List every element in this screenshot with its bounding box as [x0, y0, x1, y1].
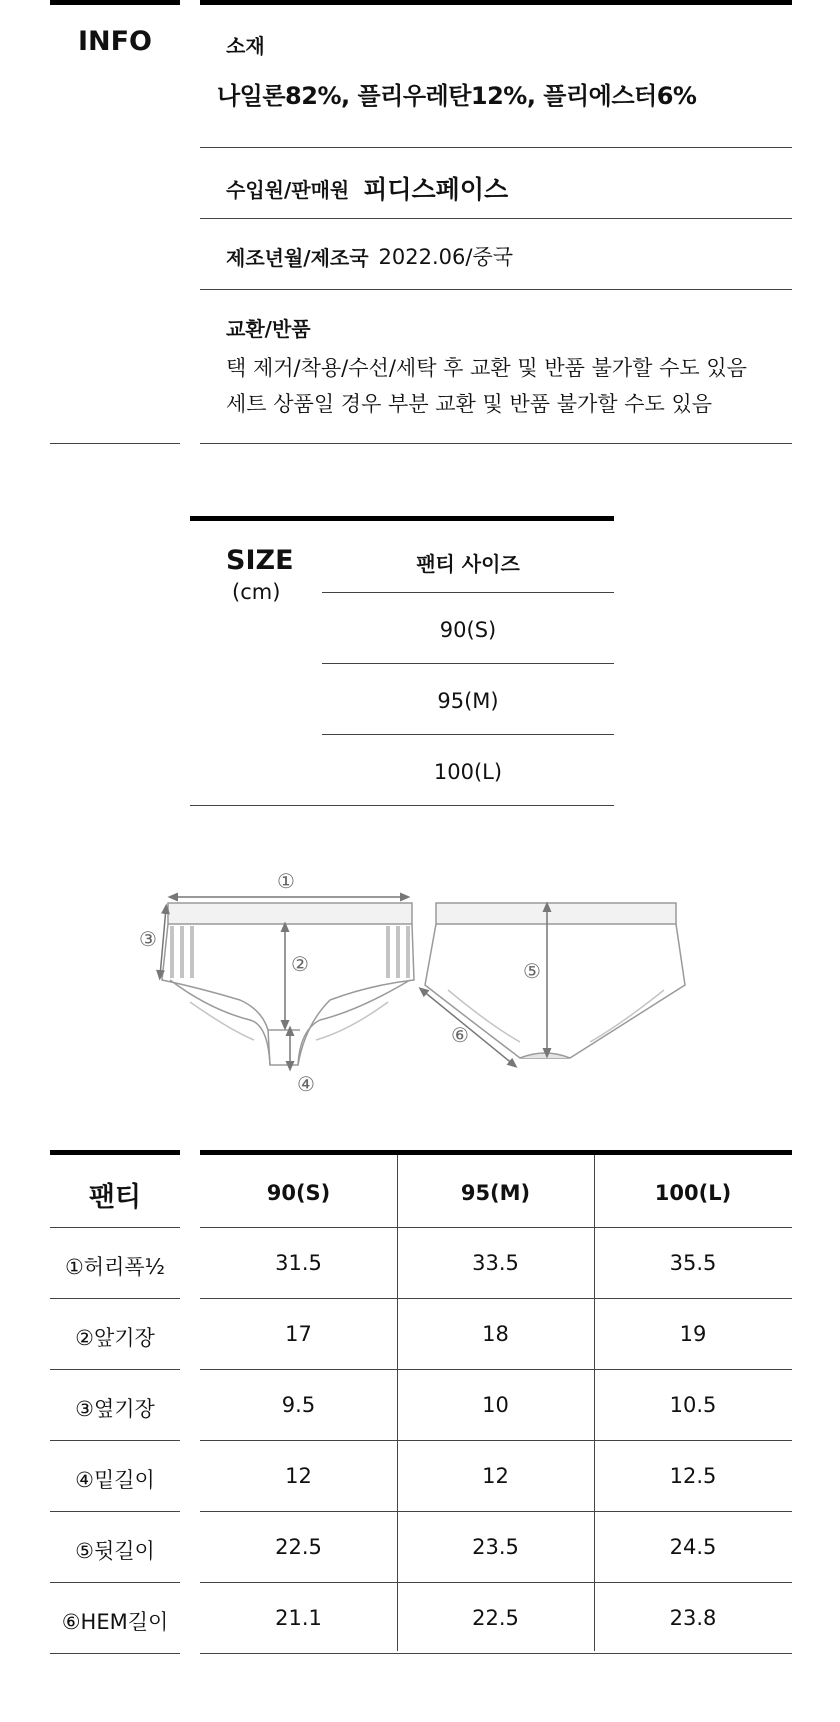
info-bottom-rule-right — [200, 443, 792, 444]
table-cell: 22.5 — [275, 1535, 322, 1559]
size-unit: (cm) — [232, 580, 281, 604]
table-row-rule — [200, 1298, 792, 1299]
info-divider — [200, 218, 792, 219]
table-row-rule — [200, 1227, 792, 1228]
marker-6: ⑥ — [451, 1023, 469, 1047]
size-divider — [322, 734, 614, 735]
table-row-rule — [50, 1369, 180, 1370]
table-cell: 21.1 — [275, 1606, 322, 1630]
table-bottom-rule — [200, 1653, 792, 1654]
table-cell: 12.5 — [669, 1464, 717, 1488]
table-row-rule — [50, 1582, 180, 1583]
table-col-header: 90(S) — [266, 1181, 331, 1205]
table-corner: 팬티 — [88, 1182, 142, 1213]
table-row-label: ⑤뒷길이 — [75, 1539, 155, 1563]
table-row-rule — [200, 1369, 792, 1370]
garment-diagram — [0, 860, 840, 1100]
size-cell: 100(L) — [433, 760, 503, 784]
table-cell: 22.5 — [472, 1606, 519, 1630]
info-divider — [200, 147, 792, 148]
marker-5: ⑤ — [523, 959, 541, 983]
size-top-rule — [190, 516, 614, 521]
exchange-line: 택 제거/착용/수선/세탁 후 교환 및 반품 불가할 수도 있음 — [226, 356, 747, 380]
table-row-label: ④밑길이 — [75, 1468, 155, 1492]
table-row-rule — [50, 1440, 180, 1441]
info-heading: INFO — [77, 26, 153, 57]
info-top-rule-right — [200, 0, 792, 5]
material-value: 나일론82%, 플리우레탄12%, 플리에스터6% — [217, 82, 697, 110]
table-cell: 10 — [482, 1393, 509, 1417]
table-cell: 35.5 — [669, 1251, 717, 1275]
table-bottom-rule — [50, 1653, 180, 1654]
info-divider — [200, 289, 792, 290]
table-top-rule-right — [200, 1150, 792, 1155]
table-row-rule — [200, 1582, 792, 1583]
marker-2: ② — [291, 952, 309, 976]
front-view — [162, 903, 414, 1065]
size-header: 팬티 사이즈 — [416, 552, 520, 576]
table-row-label: ⑥HEM길이 — [61, 1610, 169, 1634]
exchange-line: 세트 상품일 경우 부분 교환 및 반품 불가할 수도 있음 — [226, 392, 713, 416]
size-bottom-rule — [190, 805, 614, 806]
size-divider — [322, 592, 614, 593]
table-cell: 23.5 — [472, 1535, 519, 1559]
table-row-rule — [200, 1511, 792, 1512]
table-cell: 9.5 — [281, 1393, 316, 1417]
importer-label: 수입원/판매원 — [226, 177, 350, 202]
table-row-label: ①허리폭½ — [64, 1255, 166, 1279]
table-cell: 24.5 — [669, 1535, 717, 1559]
marker-3: ③ — [139, 927, 157, 951]
size-title: SIZE — [226, 545, 294, 576]
material-label: 소재 — [226, 34, 265, 58]
table-cell: 33.5 — [472, 1251, 519, 1275]
table-cell: 23.8 — [669, 1606, 717, 1630]
table-row-label: ③옆기장 — [75, 1397, 155, 1421]
info-bottom-rule — [50, 443, 180, 444]
table-cell: 10.5 — [669, 1393, 717, 1417]
size-divider — [322, 663, 614, 664]
table-row-rule — [50, 1511, 180, 1512]
size-cell: 95(M) — [437, 689, 499, 713]
info-top-rule — [50, 0, 180, 5]
table-row-rule — [200, 1440, 792, 1441]
importer-value: 피디스페이스 — [363, 175, 509, 204]
manufacture-value: 2022.06/중국 — [378, 245, 514, 269]
table-top-rule — [50, 1150, 180, 1155]
exchange-label: 교환/반품 — [226, 317, 311, 341]
table-cell: 31.5 — [275, 1251, 322, 1275]
manufacture-row — [226, 241, 513, 271]
table-cell: 19 — [679, 1322, 707, 1346]
table-row-rule — [50, 1227, 180, 1228]
manufacture-label: 제조년월/제조국 — [226, 245, 369, 270]
table-cell: 12 — [285, 1464, 312, 1488]
table-cell: 12 — [482, 1464, 509, 1488]
table-cell: 18 — [482, 1322, 509, 1346]
importer-row — [226, 170, 508, 206]
marker-4: ④ — [297, 1072, 315, 1096]
table-col-header: 100(L) — [654, 1181, 732, 1205]
table-row-rule — [50, 1298, 180, 1299]
table-cell: 17 — [285, 1322, 312, 1346]
marker-1: ① — [277, 869, 295, 893]
size-cell: 90(S) — [439, 618, 497, 642]
table-row-label: ②앞기장 — [75, 1326, 155, 1350]
table-col-header: 95(M) — [460, 1181, 531, 1205]
